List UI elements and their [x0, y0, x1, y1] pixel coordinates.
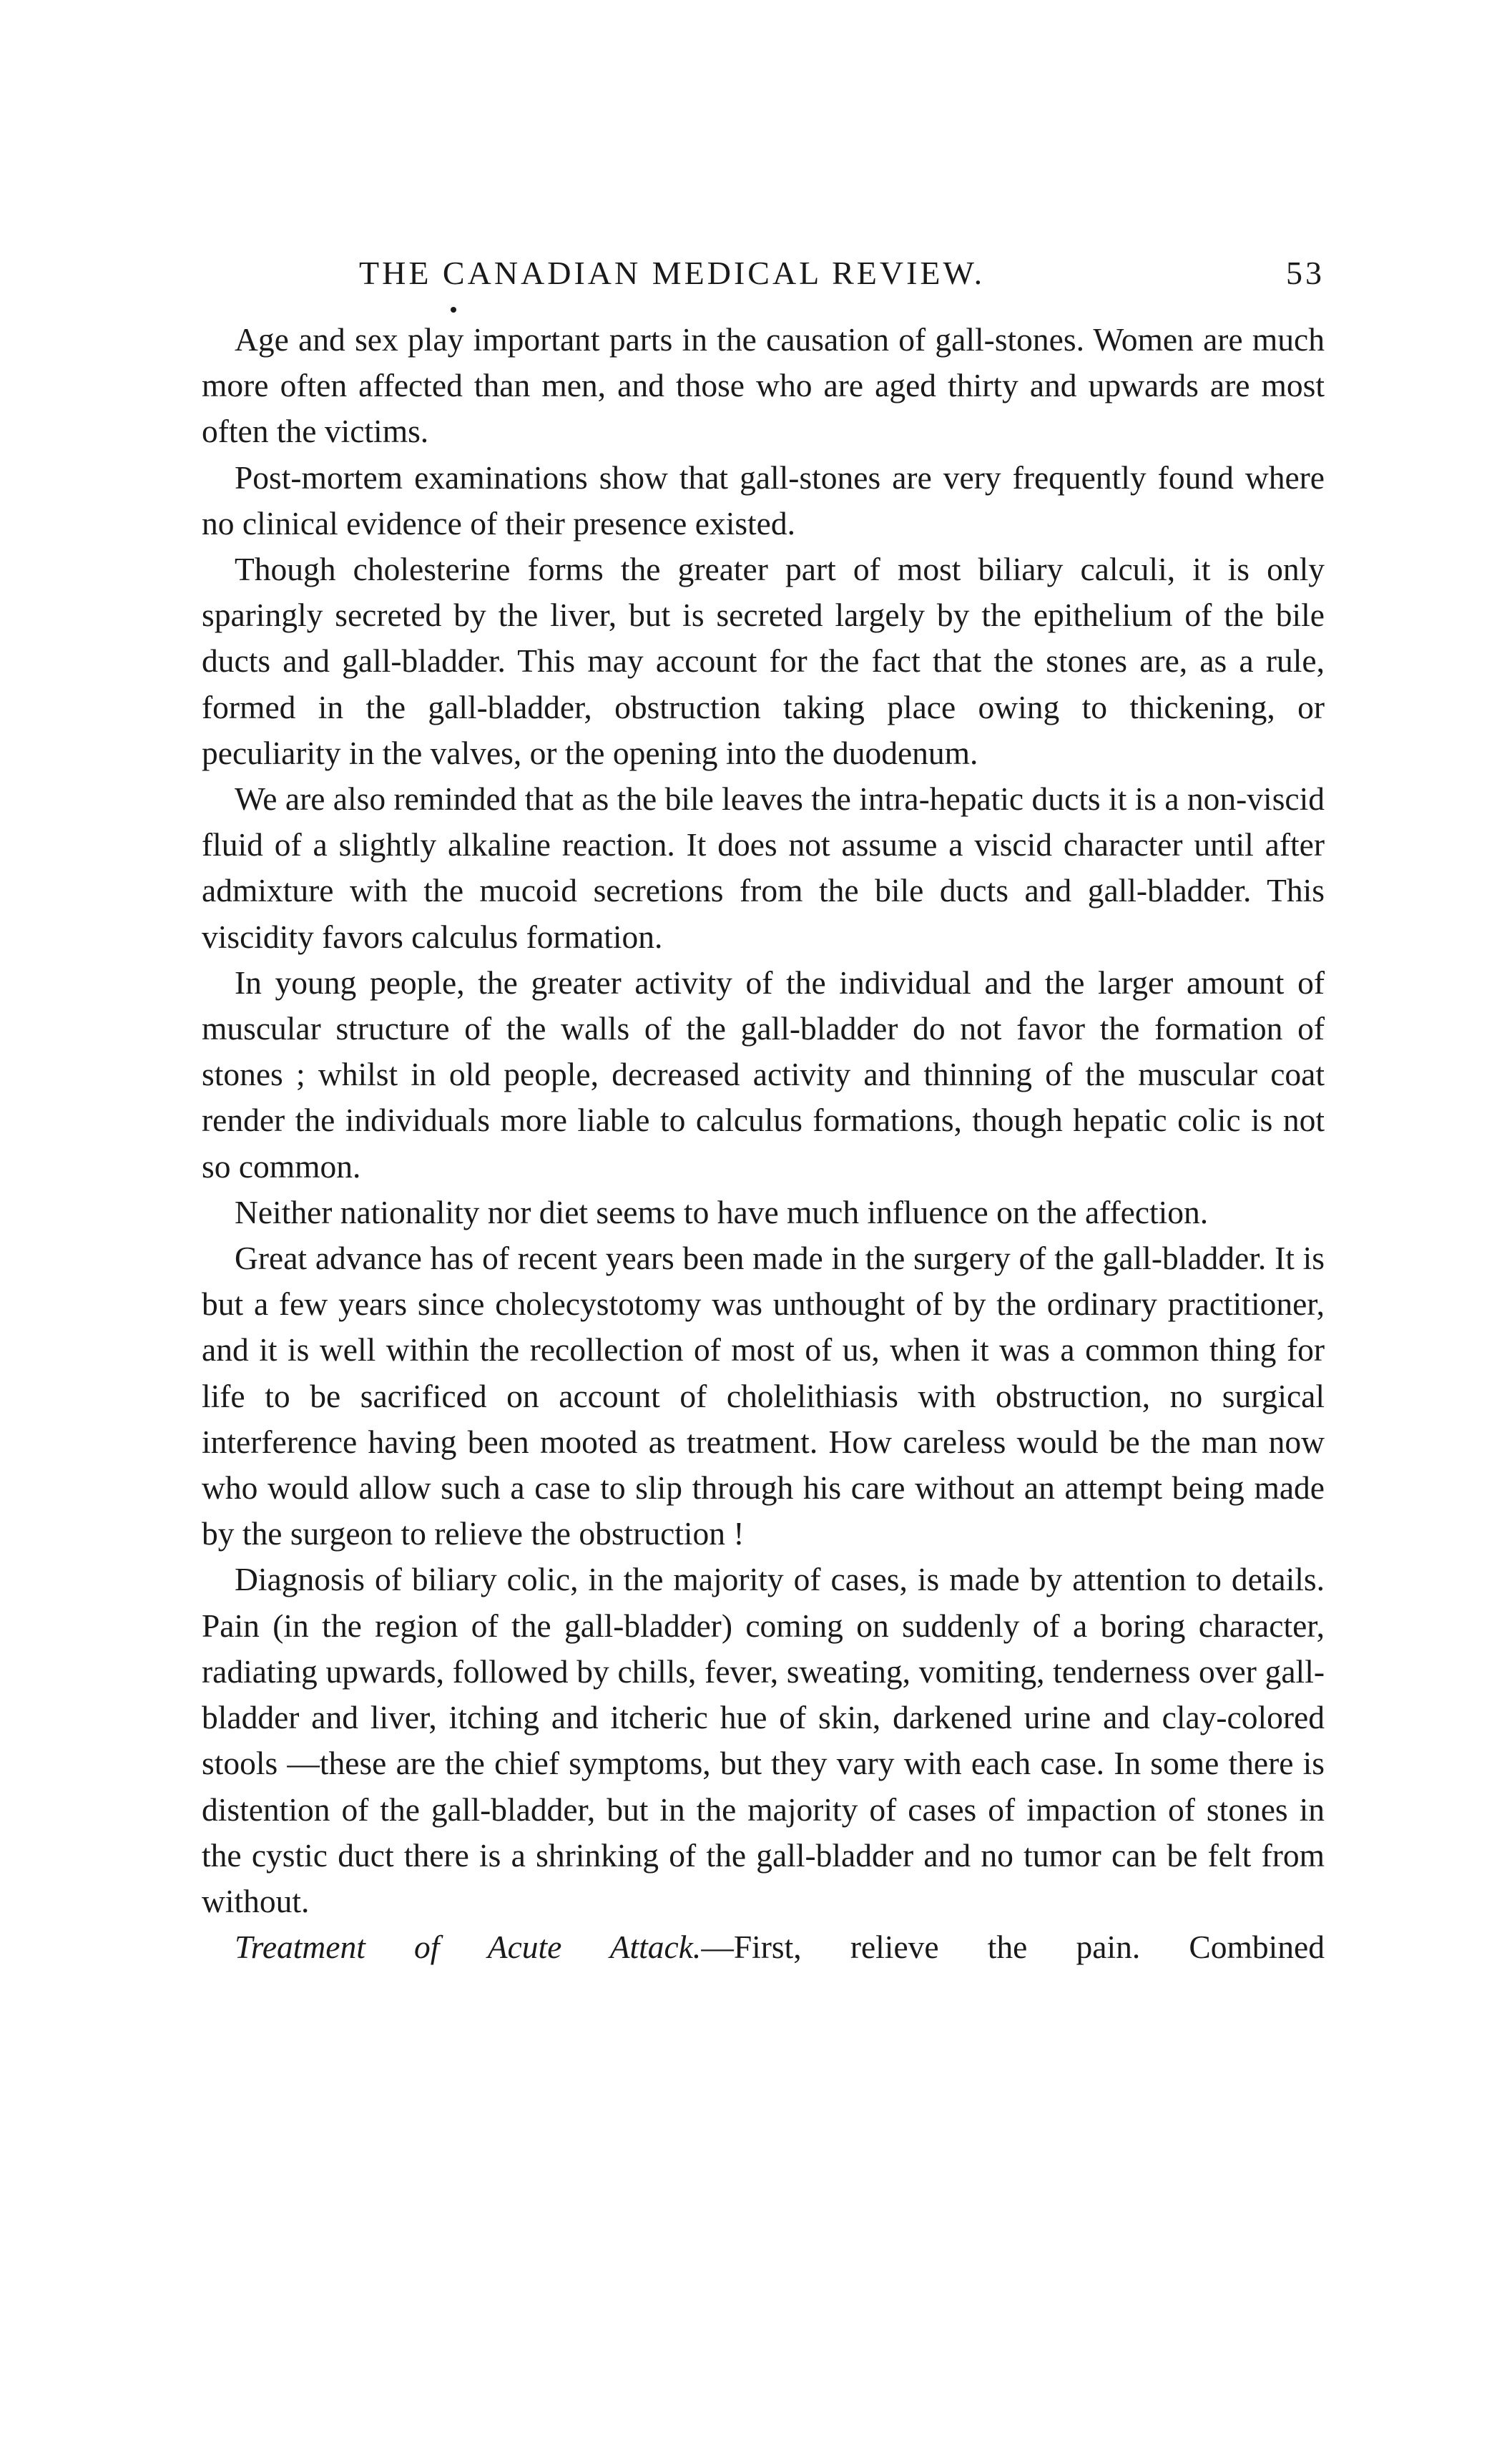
paragraph-surgical-advance: Great advance has of recent years been made in the surgery of the gall-bladder. It is but a few years since cholecystotomy was unthought of by the ordinary practitioner, and it is well within the recollection of most of us, when it was a common thing for life to be sacrificed on account of cholelithiasis with obstruction, no surgical interference having been mooted as treatment. How careless would be the man now who would allow such a case to slip through his care without an attempt being made by the surgeon to relieve the obstruction ! [202, 1240, 1325, 1552]
running-title: THE CANADIAN MEDICAL REVIEW. [359, 255, 986, 291]
paragraph-diagnosis: Diagnosis of biliary colic, in the majority of cases, is made by attention to details. Pain (in the region of the gall-bladder) coming on suddenly of a boring character, radiating upwards, followed by chills, fever, sweating, vomiting, tenderness over gall-bladder and liver, itching and itcheric hue of skin, darkened urine and clay-colored stools —these are the chief symptoms, but they vary with each case. In some there is distention of the gall-bladder, but in the majority of cases of impaction of stones in the cystic duct there is a shrinking of the gall-bladder and no tumor can be felt from without. [202, 1561, 1325, 1919]
paragraph-young-and-old: In young people, the greater activity of the individual and the larger amount of muscular structure of the walls of the gall-bladder do not favor the formation of stones ; whilst in old people, decreased activity and thinning of the muscular coat render the individuals more liable to calculus formations, though hepatic colic is not so common. [202, 964, 1325, 1185]
printer-dot-mark [451, 307, 456, 313]
paragraph-cholesterine: Though cholesterine forms the greater part of most biliary calculi, it is only sparingly secreted by the liver, but is secreted largely by the epithelium of the bile ducts and gall-bladder. This may account for the fact that the stones are, as a rule, formed in the gall-bladder, obstruction taking place owing to thickening, or peculiarity in the valves, or the opening into the duodenum. [202, 551, 1325, 771]
book-page [202, 254, 1325, 1970]
paragraph-age-and-sex: Age and sex play important parts in the causation of gall-stones. Women are much more often affected than men, and those who are aged thirty and upwards are most often the victims. [202, 321, 1325, 450]
page-number: 53 [1286, 255, 1325, 291]
paragraph-treatment [202, 1924, 1325, 1970]
paragraph-post-mortem: Post-mortem examinations show that gall-stones are very frequently found where no clinical evidence of their presence existed. [202, 459, 1325, 542]
body-text [202, 317, 1325, 1970]
treatment-text: —First, relieve the pain. Combined [701, 1929, 1325, 1966]
paragraph-nationality-diet: Neither nationality nor diet seems to have much influence on the affection. [235, 1193, 1209, 1230]
treatment-heading: Treatment of Acute Attack. [235, 1929, 702, 1966]
paragraph-bile-viscidity: We are also reminded that as the bile leaves the intra-hepatic ducts it is a non-viscid fluid of a slightly alkaline reaction. It does not assume a viscid character until after admixture with the mucoid secretions from the bile ducts and gall-bladder. This viscidity favors calculus formation. [202, 780, 1325, 955]
page-header [202, 254, 1325, 311]
